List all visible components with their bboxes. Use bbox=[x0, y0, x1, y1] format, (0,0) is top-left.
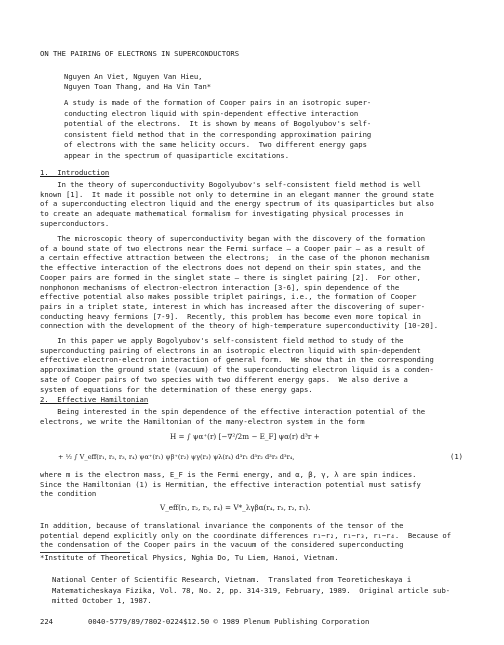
text-line: the condition bbox=[40, 489, 97, 499]
text-line: the effective interaction of the electrons does not depend on their spin states, and the bbox=[40, 263, 421, 273]
copyright-line: 0040-5779/89/7802-0224$12.50 © 1989 Plenum Publishing Corporation bbox=[88, 617, 370, 626]
abstract-line: A study is made of the formation of Cooper pairs in an isotropic super- bbox=[64, 98, 372, 107]
text-line: of a superconducting electron liquid and the energy spectrum of its quasiparticles but also bbox=[40, 199, 434, 209]
text-line: of a bound state of two electrons near the Fermi surface — a Cooper pair — as a result of bbox=[40, 243, 426, 253]
text-line: where m is the electron mass, E_F is the Fermi energy, and α, β, γ, λ are spin indices. bbox=[40, 470, 417, 479]
section-1-paragraph bbox=[40, 180, 434, 229]
text-line: The microscopic theory of superconductivity began with the discovery of the formation bbox=[40, 234, 426, 243]
text-line: known [1]. It made it possible not only to determine in an elegant manner the ground state bbox=[40, 189, 434, 199]
text-line: potential depend explicitly only on the coordinate differences r₁−r₂, r₁−r₃, r₁−r₄. Because of bbox=[40, 530, 452, 540]
text-line: Matematicheskaya Fizika, Vol. 78, No. 2, pp. 314-319, February, 1989. Original article sub- bbox=[52, 585, 451, 595]
equation-1-number: (1) bbox=[450, 452, 463, 461]
author-list bbox=[64, 72, 211, 93]
author-line: Nguyen An Viet, Nguyen Van Hieu, bbox=[64, 72, 203, 81]
abstract-line: potential of the electrons. It is shown by means of Bogolyubov's self- bbox=[64, 119, 372, 129]
section-2-intro bbox=[40, 407, 425, 426]
text-line: Cooper pairs are formed in the singlet state — there is singlet pairing [2]. For other, bbox=[40, 272, 421, 282]
page-number: 224 bbox=[40, 617, 53, 626]
text-line: approximation the ground state (vacuum) of the superconducting electron liquid is a conden- bbox=[40, 365, 434, 375]
text-line: a certain effective attraction between the electrons; in the case of the phonon mechanism bbox=[40, 253, 430, 263]
text-line: conducting heavy fermions [7-9]. Recently, this problem has become even more topical in bbox=[40, 311, 421, 321]
text-line: sate of Cooper pairs of two species with two different energy gaps. We also derive a bbox=[40, 374, 408, 384]
text-line: mitted October 1, 1987. bbox=[52, 596, 152, 606]
abstract-line: of electrons with the same helicity occurs. Two different energy gaps bbox=[64, 140, 367, 150]
section-2-heading: 2. Effective Hamiltonian bbox=[40, 395, 149, 404]
abstract-line: appear in the spectrum of quasiparticle excitations. bbox=[64, 150, 290, 160]
text-line: superconductors. bbox=[40, 218, 110, 228]
abstract-line: conducting electron liquid with spin-dependent effective interaction bbox=[64, 108, 359, 118]
paper-title: ON THE PAIRING OF ELECTRONS IN SUPERCONDUCTORS bbox=[40, 49, 240, 58]
text-line: connection with the development of the theory of high-temperature superconductivity [10-20]. bbox=[40, 321, 439, 331]
text-line: effective electron-electron interaction of general form. We show that in the corresponding bbox=[40, 355, 434, 365]
equation-1-line-1: H = ∫ ψα⁺(r) [−∇²/2m − E_F] ψα(r) d³r + bbox=[170, 432, 320, 441]
section-1-paragraph bbox=[40, 234, 438, 331]
text-line: National Center of Scientific Research, Vietnam. Translated from Teoreticheskaya i bbox=[52, 575, 412, 584]
text-line: In the theory of superconductivity Bogolyubov's self-consistent field method is well bbox=[40, 180, 421, 189]
text-line: to create an adequate mathematical formalism for investigating physical processes in bbox=[40, 209, 404, 219]
section-1-paragraph bbox=[40, 336, 434, 394]
affiliation-note bbox=[52, 575, 450, 607]
section-2-text bbox=[40, 521, 451, 550]
text-line: superconducting pairing of electrons in an isotropic electron liquid with spin-dependent bbox=[40, 345, 421, 355]
footnote: *Institute of Theoretical Physics, Nghia Do, Tu Liem, Hanoi, Vietnam. bbox=[40, 553, 339, 562]
text-line: In this paper we apply Bogolyubov's self-consistent field method to study of the bbox=[40, 336, 404, 345]
text-line: Since the Hamiltonian (1) is Hermitian, the effective interaction potential must satisfy bbox=[40, 479, 421, 489]
text-line: In addition, because of translational invariance the components of the tensor of the bbox=[40, 521, 404, 530]
section-2-text bbox=[40, 470, 421, 499]
text-line: effective potential also makes possible triplet pairings, i.e., the formation of Cooper bbox=[40, 292, 417, 302]
equation-1-line-2: + ½ ∫ V_eff(r₁, r₂, r₃, r₄) ψα⁺(r₁) ψβ⁺(r₂) ψγ(r₃) ψλ(r₄) d³r₁ d³r₂ d³r₃ d³r₄, bbox=[58, 453, 295, 461]
section-1-heading: 1. Introduction bbox=[40, 168, 110, 177]
text-line: system of equations for the determination of these energy gaps. bbox=[40, 384, 313, 394]
equation-2: V_eff(r₁, r₂, r₃, r₄) = V*_λγβα(r₄, r₃, r₂, r₁). bbox=[160, 503, 311, 512]
text-line: nonphonon mechanisms of electron-electron interaction [3-6], spin dependence of the bbox=[40, 282, 400, 292]
text-line: electrons, we write the Hamiltonian of the many-electron system in the form bbox=[40, 416, 365, 426]
text-line: the condensation of the Cooper pairs in the vacuum of the considered superconducting bbox=[40, 540, 404, 550]
author-line: Nguyen Toan Thang, and Ha Vin Tan* bbox=[64, 82, 212, 92]
abstract bbox=[64, 98, 371, 162]
abstract-line: consistent field method that in the corresponding approximation pairing bbox=[64, 129, 372, 139]
text-line: pairs in a triplet state, interest in which has increased after the discovering of super- bbox=[40, 301, 426, 311]
text-line: Being interested in the spin dependence of the effective interaction potential of the bbox=[40, 407, 426, 416]
